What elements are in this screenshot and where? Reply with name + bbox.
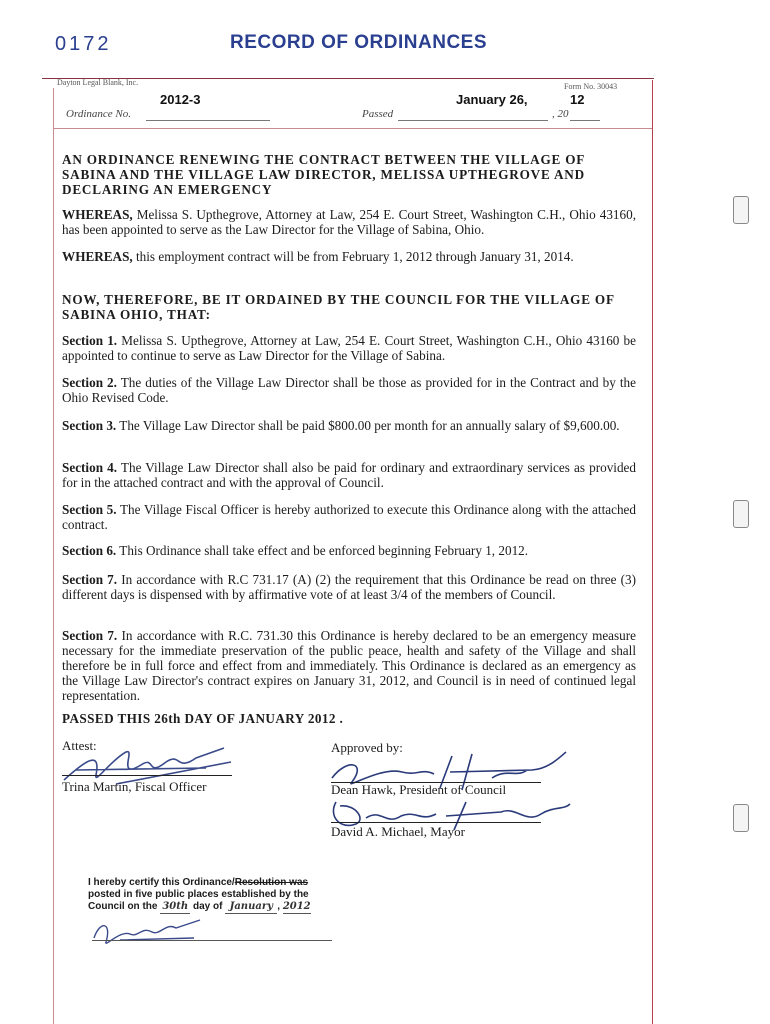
attest-label: Attest: — [62, 738, 97, 753]
cert-line-1: I hereby certify this Ordinance/Resolution was — [88, 877, 309, 888]
whereas-lead: WHEREAS, — [62, 207, 133, 222]
passed-year-suffix: 12 — [570, 92, 585, 107]
section-label: Section 7. — [62, 572, 118, 587]
section-label: Section 6. — [62, 543, 117, 558]
section-label: Section 3. — [62, 418, 117, 433]
whereas-lead: WHEREAS, — [62, 249, 133, 264]
mayor-line — [331, 822, 541, 823]
ordinance-number-value: 2012-3 — [160, 92, 201, 107]
section-text: This Ordinance shall take effect and be enforced beginning February 1, 2012. — [116, 543, 529, 558]
approved-label: Approved by: — [331, 740, 403, 755]
section-7-reading — [62, 572, 636, 602]
section-7-emergency — [62, 628, 636, 703]
whereas-clause-2 — [62, 249, 636, 264]
passed-label: Passed — [362, 108, 394, 120]
posted-month: January — [225, 901, 277, 914]
section-1 — [62, 333, 636, 363]
binder-tab — [733, 500, 749, 528]
ordinance-title: AN ORDINANCE RENEWING THE CONTRACT BETWEEN THE VILLAGE OF SABINA AND THE VILLAGE LAW DIRECTOR, MELISSA UPTHEGROVE AND DECLARING AN EMERGENCY — [62, 152, 585, 197]
section-text: The Village Law Director shall be paid $800.00 per month for an annually salary of $9,600.00. — [116, 418, 620, 433]
binder-tab — [733, 804, 749, 832]
left-margin-line — [53, 88, 54, 1024]
fiscal-officer-line — [62, 775, 232, 776]
whereas-text: this employment contract will be from February 1, 2012 through January 31, 2014. — [132, 249, 574, 264]
ordinance-number-line — [146, 108, 270, 121]
fiscal-officer-name: Trina Martin, Fiscal Officer — [62, 779, 207, 794]
section-text: In accordance with R.C. 731.30 this Ordinance is hereby declared to be an emergency measure necessary for the immediate preservation of the public peace, health and safety of the Village and shall therefore be in full force and effect from and immediately. This Ordinance is declared as an emergency as the Village Law Director's contract expires on January 31, 2012, and Council is in need of continued legal representation. — [62, 628, 637, 703]
posted-day: 30th — [160, 901, 190, 914]
certification-line — [92, 940, 332, 941]
record-title: RECORD OF ORDINANCES — [230, 32, 488, 53]
section-5 — [62, 502, 636, 532]
section-3 — [62, 418, 636, 433]
section-6 — [62, 543, 636, 558]
cert-line-2: posted in five public places established by the — [88, 889, 309, 900]
whereas-clause-1 — [62, 207, 636, 237]
section-4 — [62, 460, 636, 490]
mayor-name: David A. Michael, Mayor — [331, 824, 465, 839]
section-label: Section 2. — [62, 375, 117, 390]
cert-line-3: Council on the 30th day of January , 2012 — [88, 901, 311, 912]
council-president-name: Dean Hawk, President of Council — [331, 782, 507, 797]
certification-signature — [90, 914, 210, 948]
form-number: Form No. 30043 — [564, 82, 618, 91]
section-text: The Village Law Director shall also be paid for ordinary and extraordinary services as provided for in the attached contract and with the approval of Council. — [62, 460, 636, 490]
passed-year-prefix: , 20 — [552, 108, 569, 120]
section-label: Section 7. — [62, 628, 118, 643]
passed-year-line — [570, 108, 600, 121]
posting-certification — [88, 877, 348, 914]
section-label: Section 5. — [62, 502, 117, 517]
section-text: Melissa S. Upthegrove, Attorney at Law, 254 E. Court Street, Washington C.H., Ohio 43160 be appointed to continue to serve as Law Director for the Village of Sabina. — [62, 333, 636, 363]
right-margin-line — [652, 80, 653, 1024]
publisher-imprint: Dayton Legal Blank, Inc. — [57, 78, 139, 87]
page-number: 0172 — [55, 33, 112, 55]
ordinance-line-rule — [53, 128, 652, 129]
ordained-clause: NOW, THEREFORE, BE IT ORDAINED BY THE COUNCIL FOR THE VILLAGE OF SABINA OHIO, THAT: — [62, 292, 615, 322]
section-label: Section 1. — [62, 333, 118, 348]
binder-tab — [733, 196, 749, 224]
whereas-text: Melissa S. Upthegrove, Attorney at Law, 254 E. Court Street, Washington C.H., Ohio 43160, has been appointed to serve as the Law Director for the Village of Sabina, Ohio. — [62, 207, 636, 237]
section-2 — [62, 375, 636, 405]
struck-text: Resolution was — [234, 877, 309, 888]
passed-date-line — [398, 108, 548, 121]
section-text: The duties of the Village Law Director shall be those as provided for in the Contract and by the Ohio Revised Code. — [62, 375, 637, 405]
passed-statement: PASSED THIS 26th DAY OF JANUARY 2012 . — [62, 711, 344, 726]
section-text: In accordance with R.C 731.17 (A) (2) the requirement that this Ordinance be read on three (3) different days is dispensed with by affirmative vote of at least 3/4 of the members of Council. — [62, 572, 636, 602]
section-text: The Village Fiscal Officer is hereby authorized to execute this Ordinance along with the attached contract. — [62, 502, 636, 532]
ordinance-number-label: Ordinance No. — [66, 108, 131, 120]
passed-date-value: January 26, — [456, 92, 528, 107]
posted-year: 2012 — [282, 901, 311, 912]
section-label: Section 4. — [62, 460, 118, 475]
